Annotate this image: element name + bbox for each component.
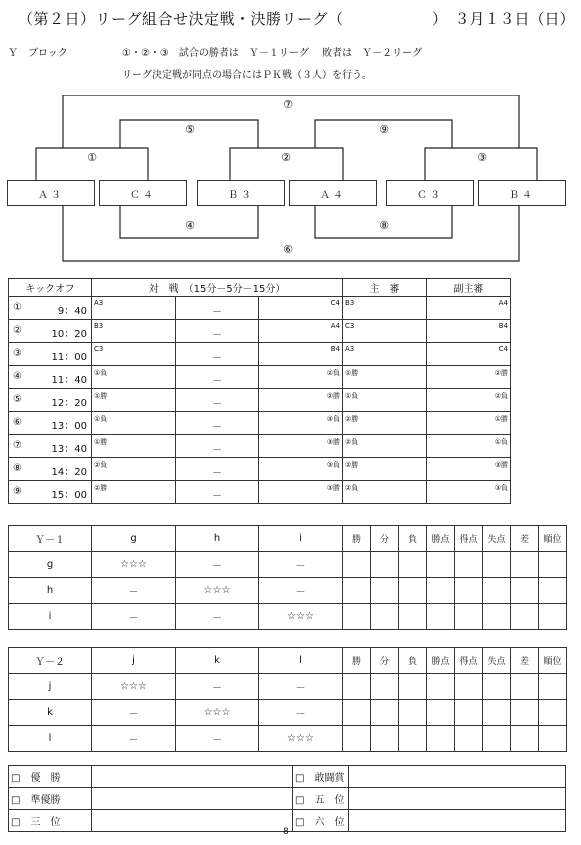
- league-result-cell: －: [259, 578, 343, 604]
- assistant-referee: ①勝: [494, 415, 508, 423]
- kickoff-time: 13：40: [51, 444, 87, 455]
- standings-cell: [427, 700, 455, 726]
- schedule-row: [9, 366, 511, 389]
- away-team: ③勝: [326, 484, 340, 492]
- league-header-row: [9, 648, 567, 674]
- ranking-row: [9, 788, 566, 810]
- page-number: 8: [283, 827, 289, 837]
- standings-column-header: 勝点: [427, 648, 455, 674]
- event-date: ） ３月１３日（日）: [432, 10, 575, 28]
- versus-dash: －: [212, 491, 222, 502]
- league-result-cell: －: [259, 700, 343, 726]
- standings-cell: [427, 674, 455, 700]
- match-number: ⑧: [13, 463, 22, 474]
- versus-dash: －: [212, 353, 222, 364]
- standings-column-header: 順位: [539, 526, 567, 552]
- match-number: ⑨: [13, 486, 22, 497]
- ranking-value: [349, 788, 566, 810]
- team-box: Ｂ３: [197, 180, 285, 206]
- league-result-cell: －: [176, 552, 259, 578]
- standings-cell: [343, 700, 371, 726]
- assistant-referee: B4: [498, 322, 508, 330]
- standings-column-header: 差: [511, 648, 539, 674]
- schedule-row: [9, 320, 511, 343]
- standings-column-header: 勝: [343, 648, 371, 674]
- home-team: ②負: [94, 461, 108, 469]
- standings-cell: [399, 604, 427, 630]
- standings-cell: [511, 604, 539, 630]
- away-team: C4: [330, 299, 340, 307]
- league-team-name: g: [9, 552, 92, 578]
- match-number: ②: [13, 325, 22, 336]
- standings-cell: [455, 578, 483, 604]
- referee-header: 主 審: [343, 279, 427, 297]
- kickoff-time: 11：00: [51, 352, 87, 363]
- standings-cell: [371, 674, 399, 700]
- standings-column-header: 得点: [455, 648, 483, 674]
- kickoff-time: 14：20: [51, 467, 87, 478]
- standings-cell: [427, 552, 455, 578]
- match-label-7: ⑦: [283, 98, 293, 111]
- referee: ②負: [345, 484, 359, 492]
- match-number: ③: [13, 348, 22, 359]
- match-label-2: ②: [281, 151, 291, 164]
- ranking-label: □ 三 位: [9, 810, 92, 832]
- standings-cell: [539, 552, 567, 578]
- standings-cell: [399, 700, 427, 726]
- team-box: Ｃ３: [386, 180, 474, 206]
- league-team-header: h: [176, 526, 259, 552]
- match-label-1: ①: [87, 151, 97, 164]
- league-row: [9, 604, 567, 630]
- match-label-9: ⑨: [379, 123, 389, 136]
- league-table-y2: [8, 647, 567, 752]
- match-label-4: ④: [185, 219, 195, 232]
- league-result-cell: －: [92, 726, 176, 752]
- league-result-cell: ☆☆☆: [259, 726, 343, 752]
- match-number: ④: [13, 371, 22, 382]
- league-team-header: k: [176, 648, 259, 674]
- rule-text-2: リーグ決定戦が同点の場合にはＰＫ戦（３人）を行う。: [122, 70, 372, 81]
- league-row: [9, 726, 567, 752]
- standings-cell: [343, 578, 371, 604]
- league-row: [9, 578, 567, 604]
- standings-column-header: 分: [371, 648, 399, 674]
- schedule-row: [9, 458, 511, 481]
- league-team-header: i: [259, 526, 343, 552]
- league-team-header: j: [92, 648, 176, 674]
- league-result-cell: ☆☆☆: [92, 552, 176, 578]
- standings-cell: [483, 726, 511, 752]
- standings-column-header: 勝: [343, 526, 371, 552]
- rule-text-1: ①・②・③ 試合の勝者は Ｙ－１リーグ 敗者は Ｙ－２リーグ: [122, 48, 423, 59]
- referee: ①勝: [345, 369, 359, 377]
- match-label-3: ③: [477, 151, 487, 164]
- kickoff-cell: [9, 320, 92, 343]
- match-label-6: ⑥: [283, 243, 293, 256]
- team-box: Ａ３: [7, 180, 95, 206]
- league-name: Ｙ－１: [9, 526, 92, 552]
- standings-cell: [483, 674, 511, 700]
- league-row: [9, 552, 567, 578]
- standings-cell: [539, 604, 567, 630]
- home-team: ①負: [94, 415, 108, 423]
- schedule-row: [9, 343, 511, 366]
- schedule-table: [8, 278, 511, 504]
- referee: ①負: [345, 392, 359, 400]
- standings-cell: [483, 604, 511, 630]
- kickoff-cell: [9, 366, 92, 389]
- assistant-header: 副主審: [427, 279, 511, 297]
- home-team: ①勝: [94, 392, 108, 400]
- kickoff-time: 15：00: [51, 490, 87, 501]
- league-result-cell: －: [92, 578, 176, 604]
- standings-cell: [539, 578, 567, 604]
- versus-dash: －: [212, 399, 222, 410]
- standings-cell: [371, 700, 399, 726]
- referee: ②勝: [345, 415, 359, 423]
- team-box: Ｂ４: [478, 180, 566, 206]
- standings-cell: [427, 578, 455, 604]
- match-number: ①: [13, 302, 22, 313]
- league-result-cell: －: [176, 674, 259, 700]
- standings-column-header: 失点: [483, 648, 511, 674]
- standings-cell: [539, 726, 567, 752]
- standings-cell: [371, 578, 399, 604]
- kickoff-cell: [9, 481, 92, 504]
- kickoff-cell: [9, 343, 92, 366]
- ranking-label: □ 五 位: [293, 788, 349, 810]
- team-box: Ｃ４: [99, 180, 187, 206]
- league-result-cell: －: [176, 604, 259, 630]
- ranking-value: [92, 810, 293, 832]
- league-result-cell: －: [92, 700, 176, 726]
- away-team: ②負: [326, 369, 340, 377]
- league-result-cell: ☆☆☆: [92, 674, 176, 700]
- standings-column-header: 順位: [539, 648, 567, 674]
- schedule-row: [9, 412, 511, 435]
- home-team: ①勝: [94, 438, 108, 446]
- standings-column-header: 負: [399, 648, 427, 674]
- match-number: ⑤: [13, 394, 22, 405]
- league-result-cell: ☆☆☆: [176, 700, 259, 726]
- home-team: C3: [94, 345, 104, 353]
- league-team-name: h: [9, 578, 92, 604]
- kickoff-time: 10：20: [51, 329, 87, 340]
- schedule-row: [9, 297, 511, 320]
- match-number: ⑦: [13, 440, 22, 451]
- kickoff-header: キックオフ: [9, 279, 92, 297]
- league-result-cell: －: [259, 674, 343, 700]
- kickoff-cell: [9, 297, 92, 320]
- standings-cell: [343, 726, 371, 752]
- kickoff-time: 9：40: [57, 306, 87, 317]
- schedule-row: [9, 389, 511, 412]
- kickoff-time: 12：20: [51, 398, 87, 409]
- kickoff-cell: [9, 458, 92, 481]
- standings-cell: [427, 604, 455, 630]
- standings-cell: [539, 674, 567, 700]
- block-name: Ｙ ブロック: [8, 48, 68, 59]
- league-team-name: l: [9, 726, 92, 752]
- standings-cell: [455, 552, 483, 578]
- standings-cell: [483, 700, 511, 726]
- kickoff-cell: [9, 389, 92, 412]
- assistant-referee: ③負: [494, 484, 508, 492]
- home-team: B3: [94, 322, 104, 330]
- standings-cell: [511, 552, 539, 578]
- ranking-value: [349, 810, 566, 832]
- standings-cell: [427, 726, 455, 752]
- standings-cell: [399, 674, 427, 700]
- standings-cell: [399, 578, 427, 604]
- standings-column-header: 分: [371, 526, 399, 552]
- referee: B3: [345, 299, 355, 307]
- standings-cell: [511, 578, 539, 604]
- versus-dash: －: [212, 307, 222, 318]
- standings-cell: [483, 552, 511, 578]
- standings-cell: [455, 700, 483, 726]
- standings-cell: [343, 674, 371, 700]
- versus-dash: －: [212, 445, 222, 456]
- ranking-value: [349, 766, 566, 788]
- standings-cell: [483, 578, 511, 604]
- standings-cell: [539, 700, 567, 726]
- league-team-name: j: [9, 674, 92, 700]
- home-team: A3: [94, 299, 104, 307]
- referee: ②負: [345, 438, 359, 446]
- standings-column-header: 得点: [455, 526, 483, 552]
- standings-column-header: 勝点: [427, 526, 455, 552]
- standings-column-header: 負: [399, 526, 427, 552]
- page-title: （第２日）リーグ組合せ決定戦・決勝リーグ（: [18, 10, 344, 28]
- ranking-label: □ 六 位: [293, 810, 349, 832]
- league-table-y1: [8, 525, 567, 630]
- league-row: [9, 700, 567, 726]
- final-ranking-table: [8, 765, 566, 832]
- league-result-cell: －: [176, 726, 259, 752]
- league-result-cell: ☆☆☆: [176, 578, 259, 604]
- away-team: A4: [330, 322, 340, 330]
- away-team: ③勝: [326, 438, 340, 446]
- assistant-referee: ②負: [494, 392, 508, 400]
- standings-cell: [511, 674, 539, 700]
- standings-cell: [455, 604, 483, 630]
- ranking-value: [92, 788, 293, 810]
- assistant-referee: C4: [498, 345, 508, 353]
- standings-cell: [371, 726, 399, 752]
- league-result-cell: －: [92, 604, 176, 630]
- standings-column-header: 差: [511, 526, 539, 552]
- standings-cell: [511, 700, 539, 726]
- league-team-name: k: [9, 700, 92, 726]
- home-team: ①負: [94, 369, 108, 377]
- referee: C3: [345, 322, 355, 330]
- ranking-label: □ 敢闘賞: [293, 766, 349, 788]
- assistant-referee: ③勝: [494, 461, 508, 469]
- assistant-referee: A4: [498, 299, 508, 307]
- standings-cell: [399, 726, 427, 752]
- kickoff-time: 11：40: [51, 375, 87, 386]
- league-result-cell: －: [259, 552, 343, 578]
- match-label-5: ⑤: [185, 123, 195, 136]
- assistant-referee: ①負: [494, 438, 508, 446]
- league-team-name: i: [9, 604, 92, 630]
- referee: A3: [345, 345, 355, 353]
- ranking-row: [9, 766, 566, 788]
- kickoff-cell: [9, 412, 92, 435]
- league-result-cell: ☆☆☆: [259, 604, 343, 630]
- ranking-label: □ 優 勝: [9, 766, 92, 788]
- standings-cell: [455, 674, 483, 700]
- referee: ②勝: [345, 461, 359, 469]
- schedule-row: [9, 481, 511, 504]
- versus-dash: －: [212, 468, 222, 479]
- match-header: 対 戦 （15分－5分－15分）: [92, 279, 343, 297]
- versus-dash: －: [212, 376, 222, 387]
- league-row: [9, 674, 567, 700]
- away-team: ③負: [326, 415, 340, 423]
- match-number: ⑥: [13, 417, 22, 428]
- away-team: B4: [330, 345, 340, 353]
- league-team-header: l: [259, 648, 343, 674]
- versus-dash: －: [212, 330, 222, 341]
- versus-dash: －: [212, 422, 222, 433]
- standings-cell: [511, 726, 539, 752]
- standings-cell: [371, 552, 399, 578]
- standings-cell: [343, 604, 371, 630]
- ranking-label: □ 準優勝: [9, 788, 92, 810]
- standings-cell: [371, 604, 399, 630]
- standings-cell: [343, 552, 371, 578]
- kickoff-time: 13：00: [51, 421, 87, 432]
- match-label-8: ⑧: [379, 219, 389, 232]
- away-team: ②勝: [326, 392, 340, 400]
- team-box: Ａ４: [289, 180, 377, 206]
- ranking-value: [92, 766, 293, 788]
- standings-cell: [399, 552, 427, 578]
- league-header-row: [9, 526, 567, 552]
- assistant-referee: ②勝: [494, 369, 508, 377]
- standings-cell: [455, 726, 483, 752]
- schedule-row: [9, 435, 511, 458]
- league-team-header: g: [92, 526, 176, 552]
- home-team: ②勝: [94, 484, 108, 492]
- away-team: ③負: [326, 461, 340, 469]
- league-name: Ｙ－２: [9, 648, 92, 674]
- kickoff-cell: [9, 435, 92, 458]
- standings-column-header: 失点: [483, 526, 511, 552]
